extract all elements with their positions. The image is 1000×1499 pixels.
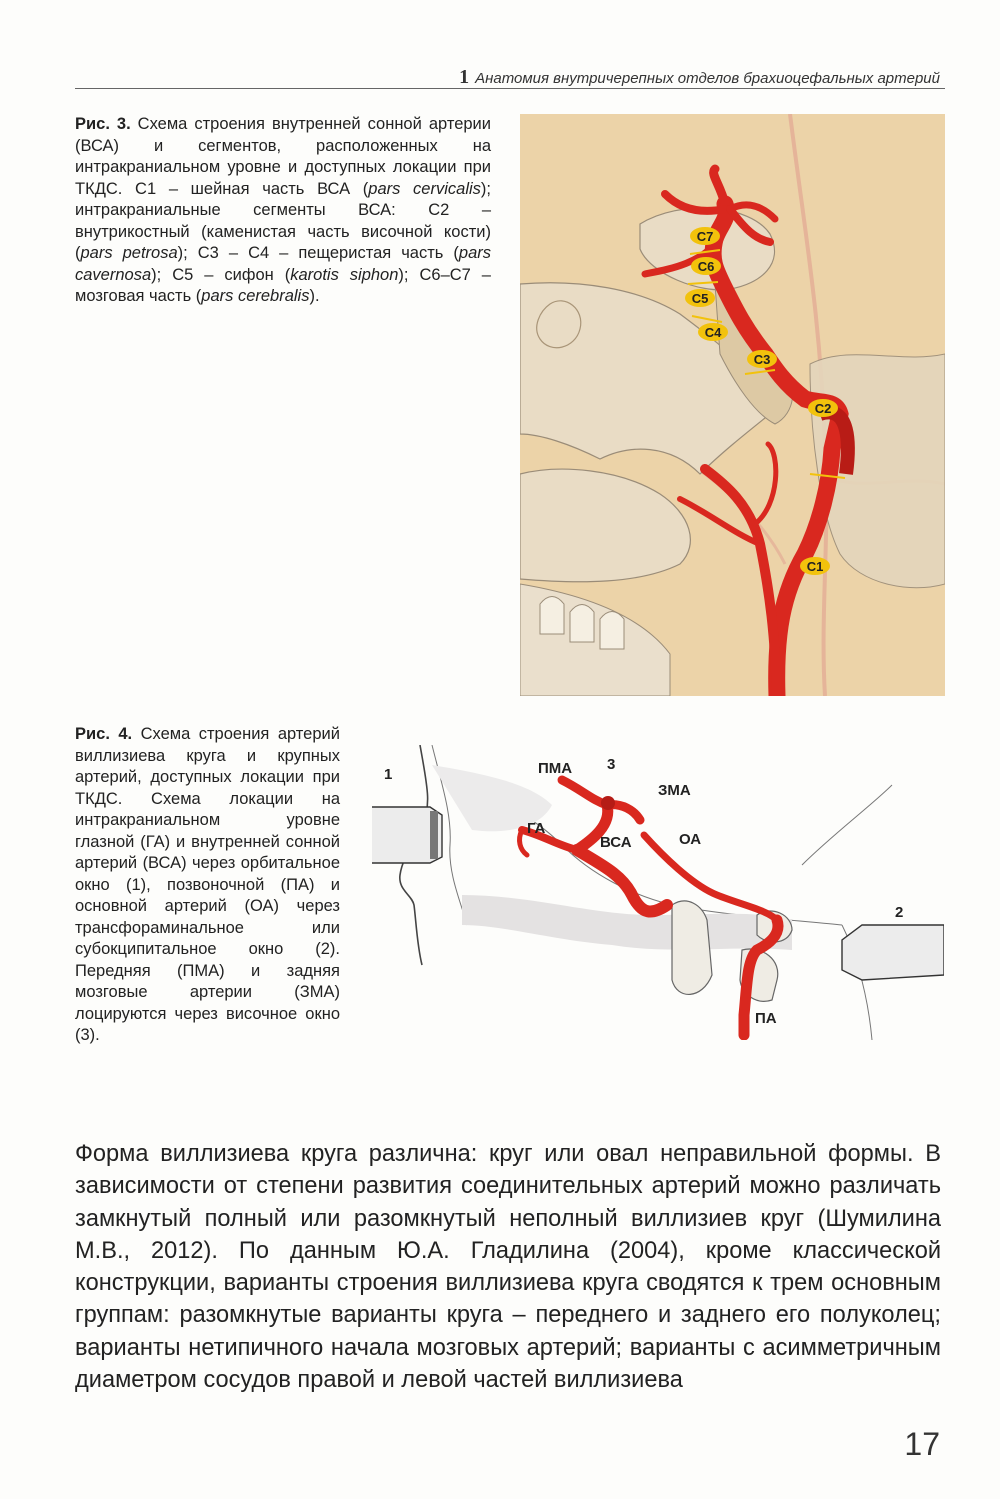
segment-label-c4: C4	[704, 325, 722, 340]
chapter-title: Анатомия внутричерепных отделов брахиоцефальных артерий	[475, 70, 940, 87]
label-window-2: 2	[895, 904, 904, 921]
page-number: 17	[904, 1426, 940, 1462]
label-window-3: 3	[607, 756, 616, 773]
fig3-segment-label	[698, 323, 728, 341]
label-window-1: 1	[384, 766, 393, 783]
label-oa: ОА	[679, 831, 702, 848]
figure-4-caption	[75, 724, 340, 1047]
label-zma: ЗМА	[658, 782, 691, 799]
label-ga: ГА	[527, 820, 546, 837]
caption-text: ); С5 – сифон (	[151, 265, 291, 284]
fig4-ica	[577, 850, 667, 912]
figure-4-caption-label: Рис. 4.	[75, 725, 133, 743]
caption-text: ); С6–С7 – мозговая часть (	[75, 265, 491, 305]
caption-latin: pars petrosa	[80, 244, 178, 262]
figure-3-carotid-illustration	[520, 114, 945, 696]
caption-latin: pars cavernosa	[75, 244, 491, 284]
caption-text: Схема строения внутренней сонной артерии (ВСА) и сегментов, расположенных на интракраниальном уровне и доступных локации при ТКДС. С1 – шейная часть ВСА (	[75, 115, 491, 198]
fig3-segment-label	[747, 350, 777, 368]
caption-latin: pars cervicalis	[368, 179, 481, 198]
fig4-probe-tip	[430, 811, 438, 859]
segment-label-c7: C7	[696, 229, 714, 244]
fig4-artery-junction	[601, 796, 615, 810]
fig3-segment-label	[691, 257, 721, 275]
figure-4-caption-text: Схема строения артерий виллизиева круга и крупных артерий, доступных локации при ТКДС. Схема локации на интракраниальном уровне глазной (ГА) и внутренней сонной артерий (ВСА) через орбитальное окно (1), позвоночной (ПА) и основной артерий (ОА) через трансфораминальное или субокципитальное окно (2). Передняя (ПМА) и задняя мозговые артерии (ЗМА) лоцируются через височное окно (3).	[75, 725, 340, 1044]
segment-label-c5: C5	[691, 291, 709, 306]
figure-4-willis-illustration	[372, 745, 944, 1040]
segment-label-c1: C1	[806, 559, 824, 574]
caption-text: ); интракраниальные сегменты ВСА: С2 – внутрикостный (каменистая часть височной кости) (	[75, 179, 492, 262]
figure-3-caption-label: Рис. 3.	[75, 115, 131, 133]
header-rule	[75, 88, 945, 89]
fig3-segment-label	[800, 557, 830, 575]
segment-label-c3: C3	[753, 352, 771, 367]
segment-label-c6: C6	[697, 259, 715, 274]
caption-text: ); С3 – С4 – пещеристая часть (	[177, 244, 459, 262]
segment-label-c2: C2	[814, 401, 832, 416]
figure-4-svg	[372, 745, 944, 1040]
fig4-probe-occipital	[842, 925, 944, 980]
figure-3-svg	[520, 114, 945, 696]
fig3-segment-label	[685, 289, 715, 307]
fig4-skull-contour	[802, 785, 892, 1040]
chapter-number: 1	[459, 66, 470, 88]
label-vsa: ВСА	[600, 834, 632, 851]
fig3-segment-label	[808, 399, 838, 417]
caption-text: ).	[309, 287, 320, 305]
label-pma: ПМА	[538, 760, 573, 777]
caption-latin: pars cerebralis	[201, 287, 310, 305]
body-paragraph: Форма виллизиева круга различна: круг или овал неправильной формы. В зависимости от степени развития соединительных артерий можно различать замкнутый полный или разомкнутый неполный виллизиев круг (Шумилина М.В., 2012). По данным Ю.А. Гладилина (2004), кроме классической конструкции, варианты строения виллизиева круга сводятся к трем основным группам: разомкнутые варианты круга – переднего и заднего его полуколец; варианты нетипичного начала мозговых артерий; варианты с асимметричным диаметром сосудов правой и левой частей виллизиева	[75, 1141, 941, 1394]
fig3-segment-label	[690, 227, 720, 245]
label-pa: ПА	[755, 1010, 777, 1027]
running-head	[459, 66, 940, 89]
fig4-aca-branch	[562, 780, 607, 805]
caption-latin: karotis siphon	[290, 265, 399, 284]
figure-3-caption	[75, 114, 491, 308]
